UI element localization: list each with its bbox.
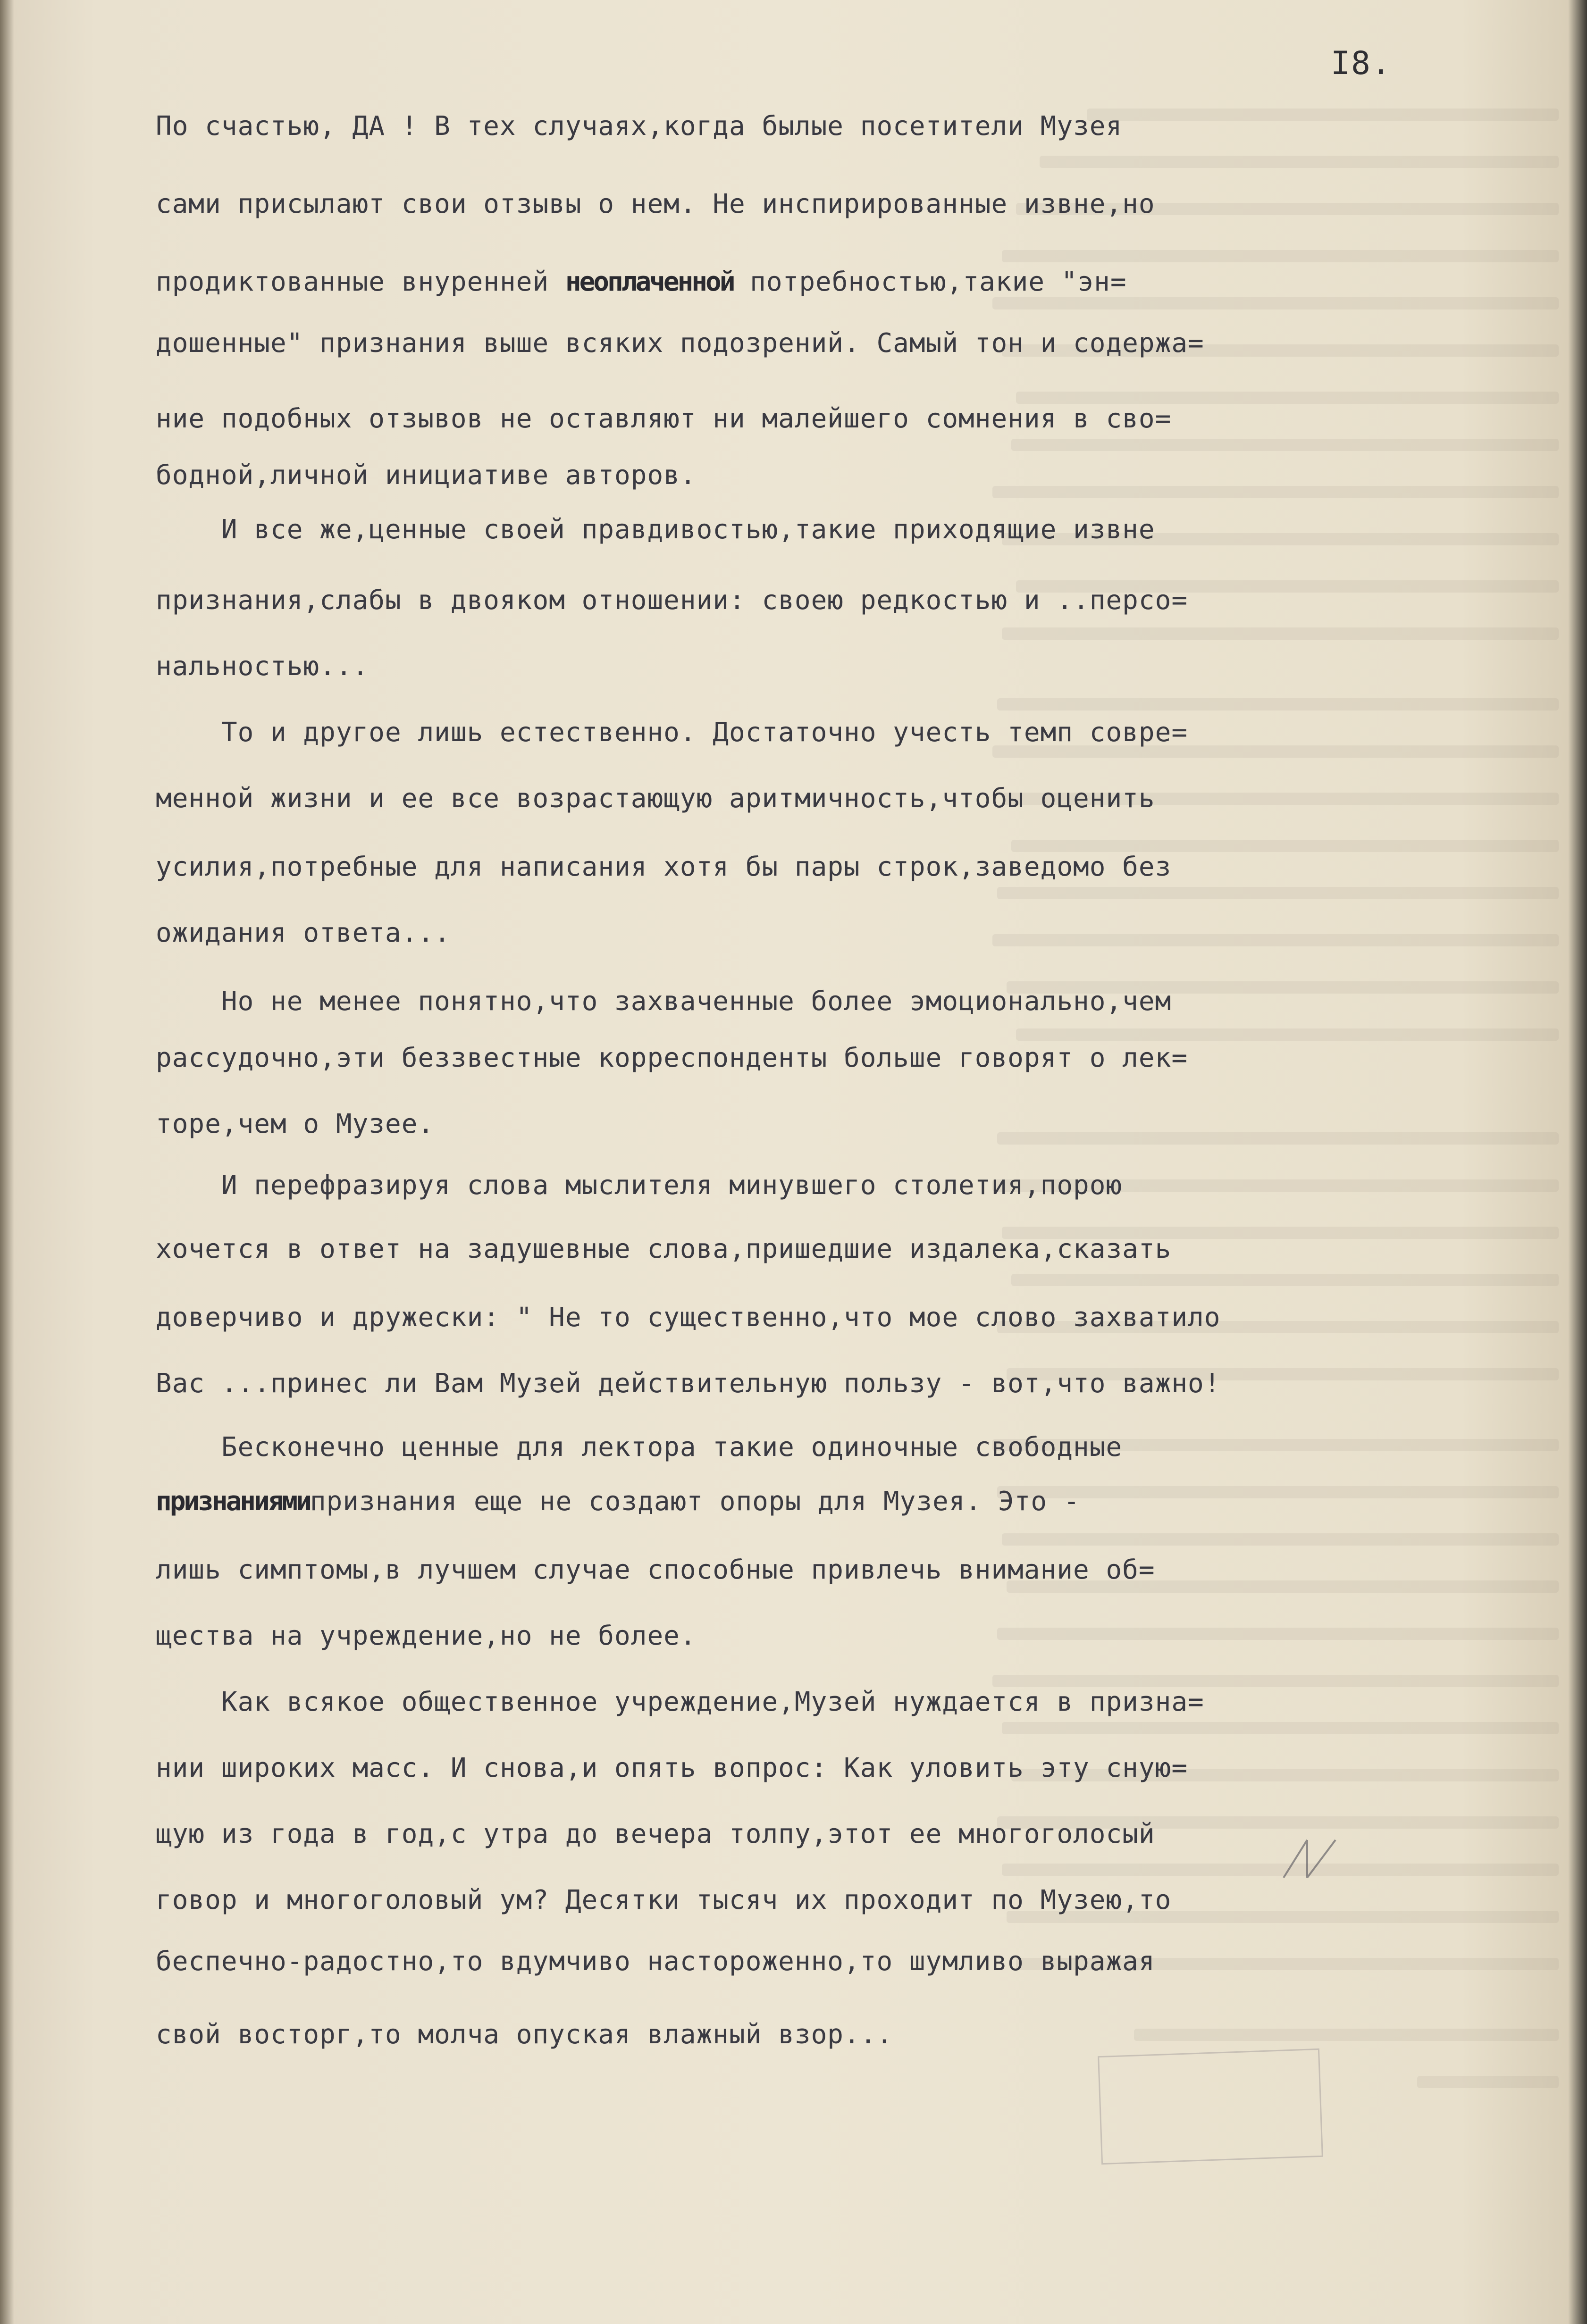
text-line: Вас ...принес ли Вам Музей действительную пользу - вот,что важно!: [156, 1368, 1221, 1399]
text-line: рассудочно,эти беззвестные корреспонденты больше говорят о лек=: [156, 1043, 1188, 1073]
struck-out-word: неоплаченной: [565, 267, 734, 297]
text-line: Бесконечно ценные для лектора такие одиночные свободные: [156, 1432, 1123, 1463]
page-left-shadow: [0, 0, 14, 2324]
text-line: сами присылают свои отзывы о нем. Не инспирированные извне,но: [156, 189, 1155, 219]
pencil-correction-mark: [1274, 1831, 1350, 1887]
text-line-start: продиктованные внуренней: [156, 267, 565, 297]
text-line: говор и многоголовый ум? Десятки тысяч их проходит по Музею,то: [156, 1885, 1172, 1915]
text-line: дошенные" признания выше всяких подозрений. Самый тон и содержа=: [156, 328, 1204, 359]
page-right-edge: [1568, 0, 1587, 2324]
text-line: торе,чем о Музее.: [156, 1109, 435, 1139]
text-line: беспечно-радостно,то вдумчиво настороженно,то шумливо выражая: [156, 1946, 1155, 1977]
text-line: менной жизни и ее все возрастающую аритмичность,чтобы оценить: [156, 783, 1155, 814]
text-line: доверчиво и дружески: " Не то существенно,что мое слово захватило: [156, 1302, 1221, 1333]
text-line: Но не менее понятно,что захваченные более эмоционально,чем: [156, 986, 1172, 1017]
text-line: усилия,потребные для написания хотя бы пары строк,заведомо без: [156, 852, 1172, 882]
text-line-end: признания еще не создают опоры для Музея. Это -: [310, 1486, 1080, 1517]
text-line: И все же,ценные своей правдивостью,такие приходящие извне: [156, 514, 1155, 545]
struck-out-word: признаниями: [156, 1486, 310, 1517]
text-line: [156, 269, 1127, 295]
text-line: То и другое лишь естественно. Достаточно учесть темп совре=: [156, 717, 1188, 748]
archive-stamp: [1098, 2048, 1323, 2165]
text-line: бодной,личной инициативе авторов.: [156, 460, 697, 491]
text-line: нальностью...: [156, 651, 369, 682]
text-line: лишь симптомы,в лучшем случае способные привлечь внимание об=: [156, 1555, 1155, 1585]
text-line: нии широких масс. И снова,и опять вопрос: Как уловить эту сную=: [156, 1753, 1188, 1783]
text-line: щества на учреждение,но не более.: [156, 1621, 697, 1651]
text-line-end: потребностью,такие "эн=: [733, 267, 1127, 297]
text-line: Как всякое общественное учреждение,Музей нуждается в призна=: [156, 1687, 1204, 1717]
page-number: I8.: [1331, 45, 1392, 82]
text-line: ожидания ответа...: [156, 918, 451, 948]
text-line: хочется в ответ на задушевные слова,пришедшие издалека,сказать: [156, 1234, 1172, 1264]
text-line: И перефразируя слова мыслителя минувшего столетия,порою: [156, 1170, 1123, 1201]
text-line: ние подобных отзывов не оставляют ни малейшего сомнения в сво=: [156, 403, 1172, 434]
text-line: щую из года в год,с утра до вечера толпу,этот ее многоголосый: [156, 1819, 1155, 1849]
text-line: признания,слабы в двояком отношении: своею редкостью и ..персо=: [156, 585, 1188, 616]
text-line: свой восторг,то молча опуская влажный взор...: [156, 2019, 893, 2050]
text-line: [156, 1488, 1080, 1515]
text-line: По счастью, ДА ! В тех случаях,когда былые посетители Музея: [156, 111, 1123, 142]
